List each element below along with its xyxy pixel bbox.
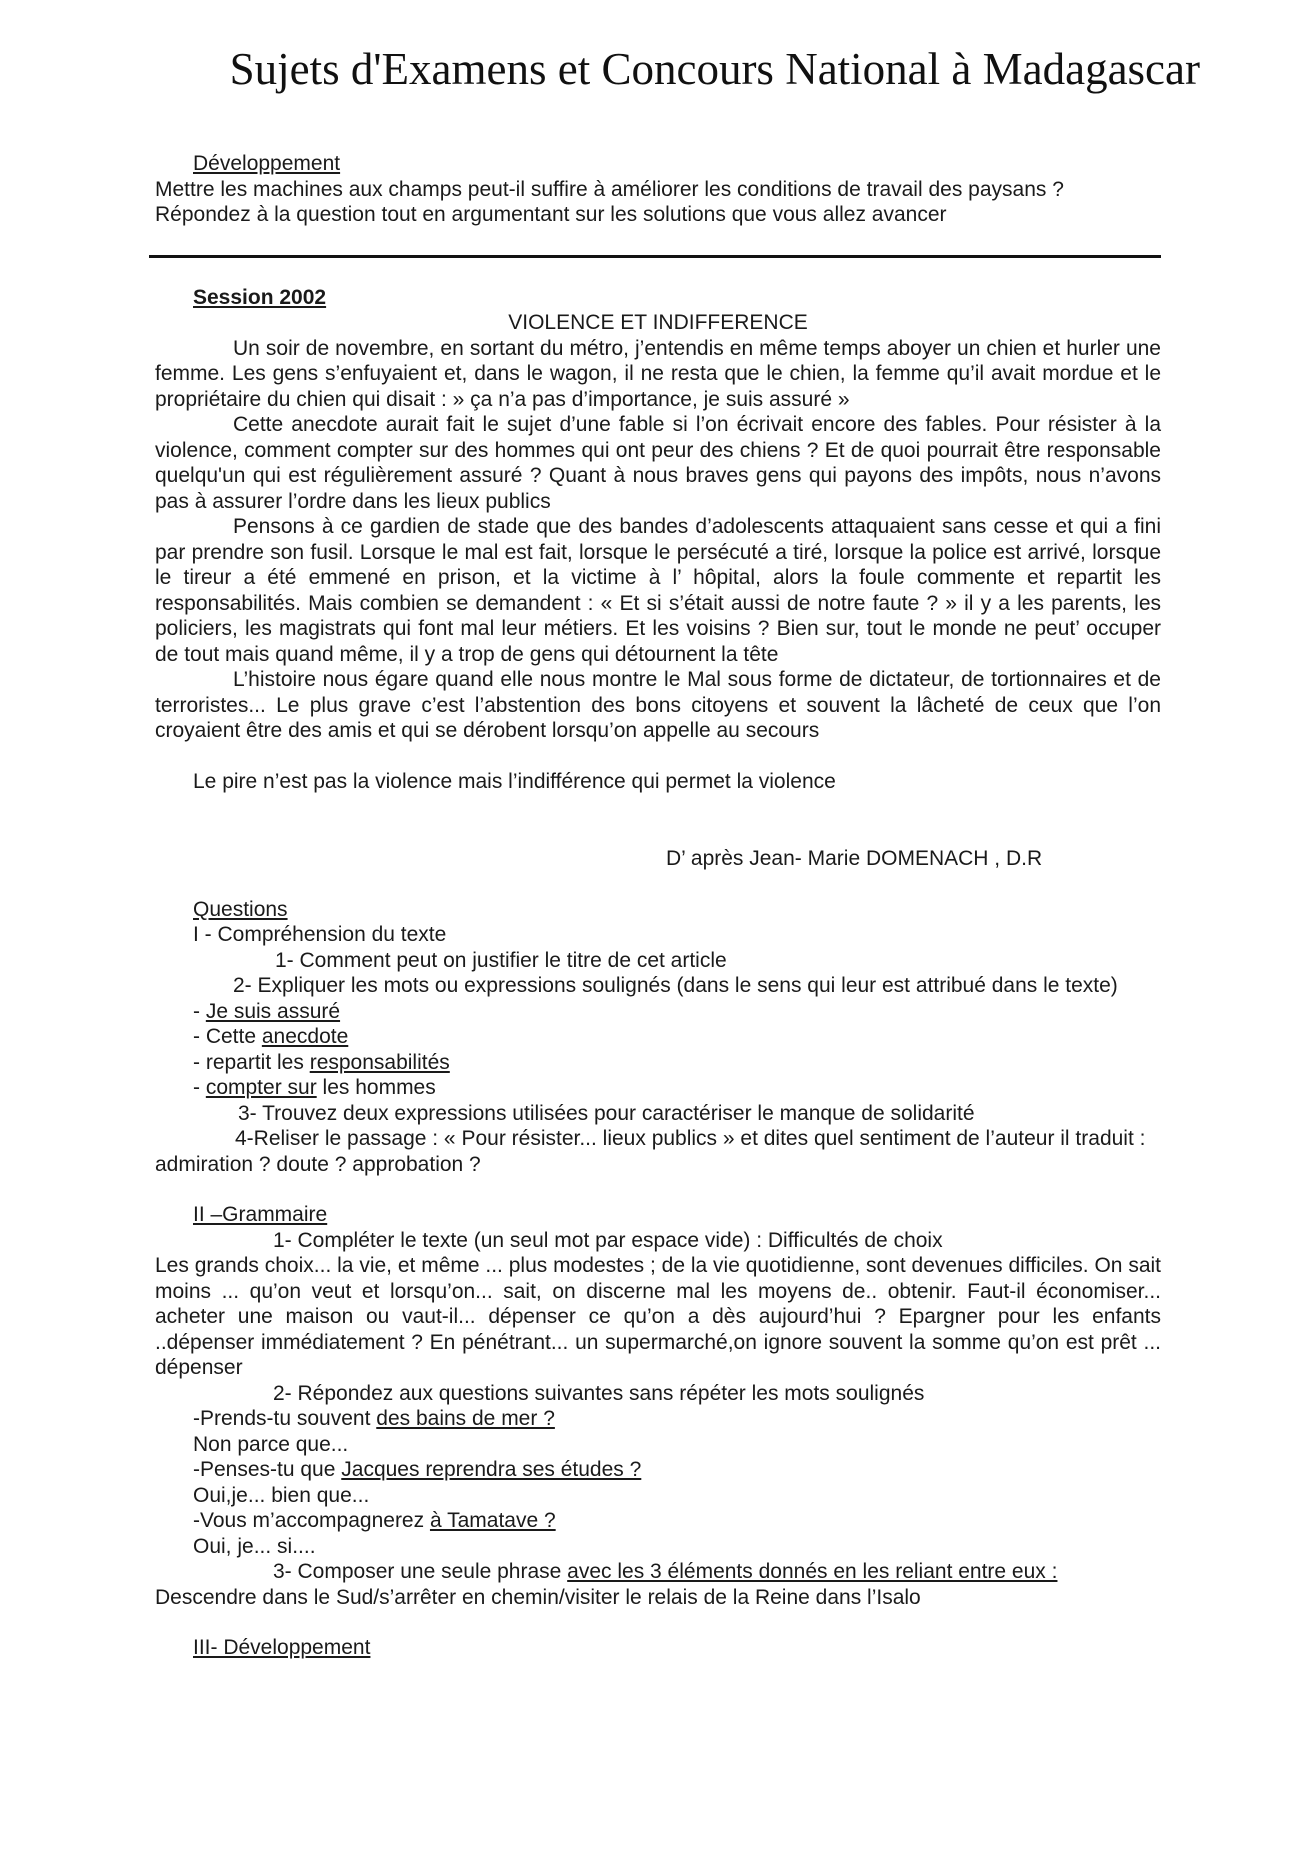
grammar-heading: II –Grammaire [193,1203,328,1226]
grammar-item: Non parce que... [193,1432,349,1456]
question-1: 1- Comment peut on justifier le titre de cet article [275,948,727,972]
author-signature: D’ après Jean- Marie DOMENACH , D.R [666,847,1043,870]
grammar-exercise-2-title: 2- Répondez aux questions suivantes sans répéter les mots soulignés [273,1381,925,1405]
questions-heading: Questions [193,897,288,921]
grammar-item: -Vous m’accompagnerez à Tamatave ? [193,1509,556,1532]
text-paragraph: L’histoire nous égare quand elle nous montre le Mal sous forme de dictateur, de tortionnaires et de terroristes... Le plus grave c’est l’abstention des bons citoyens et souvent la lâcheté de ceux que l’on croyaient être des amis et qui se dérobent lorsqu’on appelle au secours [155,668,1161,742]
document-body [155,151,1161,1661]
vocab-item: - Je suis assuré [193,999,341,1023]
vocab-item: - compter sur les hommes [193,1076,436,1099]
section-heading-developpement: Développement [193,152,341,175]
text-title: VIOLENCE ET INDIFFERENCE [508,311,808,334]
text-paragraph: Un soir de novembre, en sortant du métro, j’entendis en même temps aboyer un chien et hurler une femme. Les gens s’enfuyaient et, dans le wagon, il ne resta que le chien, la femme qu’il avait mordue et le propriétaire du chien qui disait : » ça n’a pas d’importance, je suis assuré » [155,336,1161,411]
horizontal-rule [149,255,1161,258]
text-paragraph: Pensons à ce gardien de stade que des bandes d’adolescents attaquaient sans cesse et qui a fini par prendre son fusil. Lorsque le mal est fait, lorsque le persécuté a tiré, lorsque la police est arrivé, lorsque le tireur a été emmené en prison, et la victime à l’ hôpital, alors la foule commente et repartit les responsabilités. Mais combien se demandent : « Et si s’était aussi de notre faute ? » il y a les parents, les policiers, les magistrats qui font mal leur métiers. Et les voisins ? Bien sur, tout le monde ne peut’ occuper de tout mais quand même, il y a trop de gens qui détournent la tête [155,515,1161,666]
grammar-item: -Penses-tu que Jacques reprendra ses études ? [193,1458,642,1481]
grammar-item: Oui,je... bien que... [193,1483,370,1507]
development-heading: III- Développement [193,1636,371,1659]
grammar-exercise-3-title: 3- Composer une seule phrase avec les 3 éléments donnés en les reliant entre eux : [273,1560,1058,1583]
question-3: 3- Trouvez deux expressions utilisées pour caractériser le manque de solidarité [238,1101,975,1125]
grammar-exercise-1-text: Les grands choix... la vie, et même ... plus modestes ; de la vie quotidienne, sont devenues difficiles. On sait moins ... qu’on veut et lorsqu’on... sait, on discerne mal les moyens de.. obtenir. Faut-il économiser... acheter une maison ou vaut-il... dépenser ce qu’on a dès aujourd’hui ? Epargner pour les enfants ..dépenser immédiatement ? En pénétrant... un supermarché,on ignore souvent la somme qu’on est prêt ... dépenser [155,1254,1161,1379]
part-title-comprehension: I - Compréhension du texte [193,923,447,946]
vocab-item: - repartit les responsabilités [193,1050,450,1074]
session-label: Session 2002 [193,285,327,309]
document-header: Sujets d'Examens et Concours National à Madagascar [229,44,1200,94]
grammar-item: -Prends-tu souvent des bains de mer ? [193,1407,555,1430]
text-paragraph: Cette anecdote aurait fait le sujet d’une fable si l’on écrivait encore des fables. Pour résister à la violence, comment compter sur des hommes qui ont peur des chiens ? Et de quoi pourrait être responsable quelqu'un qui est régulièrement assuré ? Quant à nous braves gens qui payons des impôts, nous n’avons pas à assurer l’ordre dans les lieux publics [155,413,1161,513]
grammar-item: Oui, je... si.... [193,1534,316,1558]
text-conclusion: Le pire n’est pas la violence mais l’indifférence qui permet la violence [193,769,836,793]
grammar-exercise-3-text: Descendre dans le Sud/s’arrêter en chemin/visiter le relais de la Reine dans l’Isalo [155,1585,921,1609]
vocab-item: - Cette anecdote [193,1025,349,1048]
question-2: 2- Expliquer les mots ou expressions soulignés (dans le sens qui leur est attribué dans le texte) [233,974,1118,997]
top-question-line-1: Mettre les machines aux champs peut-il suffire à améliorer les conditions de travail des paysans ? [155,177,1064,201]
top-question-line-2: Répondez à la question tout en argumentant sur les solutions que vous allez avancer [155,203,947,226]
grammar-exercise-1-title: 1- Compléter le texte (un seul mot par espace vide) : Difficultés de choix [273,1228,943,1252]
question-4: 4-Reliser le passage : « Pour résister... lieux publics » et dites quel sentiment de l’auteur il traduit : admiration ? doute ? approbation ? [155,1127,1146,1176]
